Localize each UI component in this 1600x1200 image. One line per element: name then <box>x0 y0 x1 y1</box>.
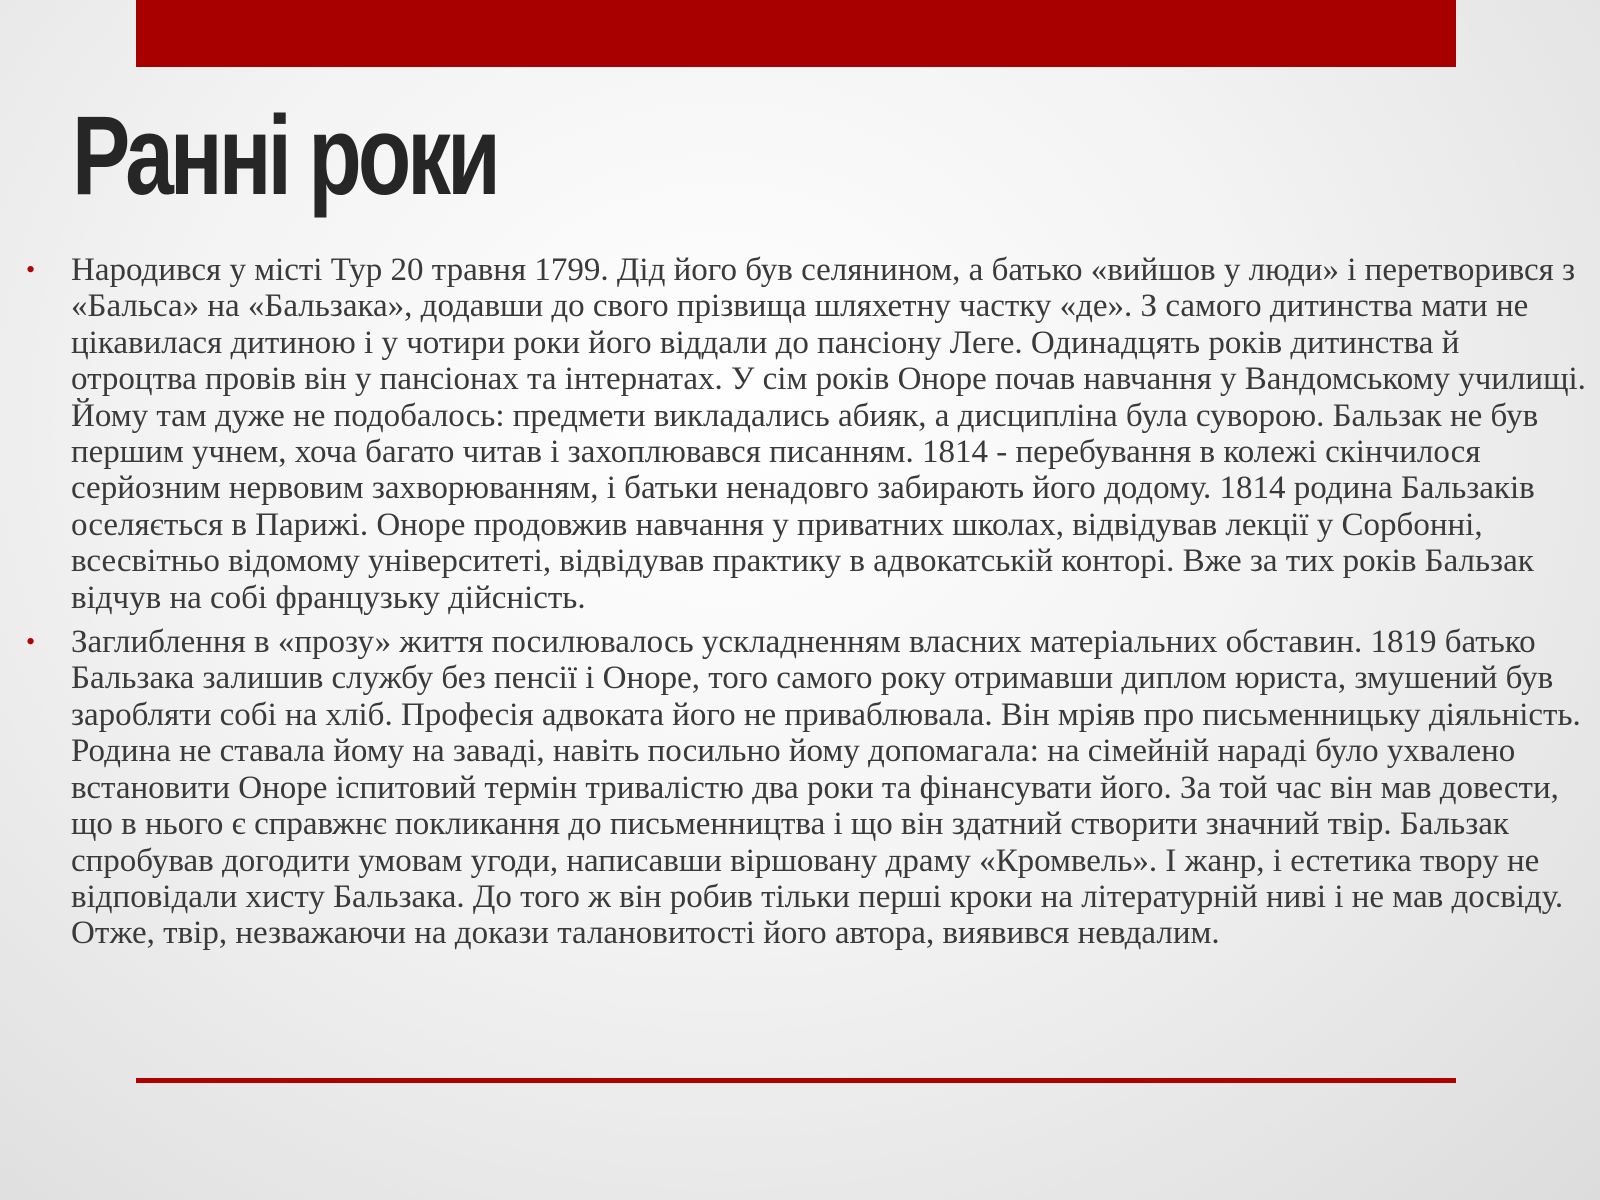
slide-title: Ранні роки <box>72 93 497 218</box>
bullet-item-literary-beginnings <box>20 624 1590 952</box>
bullet-text: Заглиблення в «прозу» життя посилювалось ускладненням власних матеріальних обставин. 1819 батько Бальзака залишив службу без пенсії і Оноре, того самого року отримавши диплом юриста, змушений був заробляти собі на хліб. Професія адвоката його не приваблювала. Він мріяв про письменницьку діяльність. Родина не ставала йому на заваді, навіть посильно йому допомагала: на сімейній нараді було ухвалено встановити Оноре іспитовий термін тривалістю два роки та фінансувати його. За той час він мав довести, що в нього є справжнє покликання до письменництва і що він здатний створити значний твір. Бальзак спробував догодити умовам угоди, написавши віршовану драму «Кромвель». І жанр, і естетика твору не відповідали хисту Бальзака. До того ж він робив тільки перші кроки на літературній ниві і не мав досвіду. Отже, твір, незважаючи на докази талановитості його автора, виявився невдалим. <box>71 624 1581 952</box>
bullet-dot-icon: • <box>26 255 36 284</box>
bullet-list <box>20 252 1590 960</box>
bullet-text: Народився у місті Тур 20 травня 1799. Дід його був селянином, а батько «вийшов у люди» і перетворився з «Бальса» на «Бальзака», додавши до свого прізвища шляхетну частку «де». З самого дитинства мати не цікавилася дитиною і у чотири роки його віддали до пансіону Леге. Одинадцять років дитинства й отроцтва провів він у пансіонах та інтернатах. У сім років Оноре почав навчання у Вандомському училищі. Йому там дуже не подобалось: предмети викладались абияк, а дисципліна була суворою. Бальзак не був першим учнем, хоча багато читав і захоплювався писанням. 1814 - перебування в колежі скінчилося серйозним нервовим захворюванням, і батьки ненадовго забирають його додому. 1814 родина Бальзаків оселяється в Парижі. Оноре продовжив навчання у приватних школах, відвідував лекції у Сорбонні, всесвітньо відомому університеті, відвідував практику в адвокатській конторі. Вже за тих років Бальзак відчув на собі французьку дійсність. <box>71 252 1586 616</box>
bullet-item-early-life <box>20 252 1590 616</box>
top-accent-bar <box>136 0 1456 67</box>
bullet-dot-icon: • <box>26 627 36 657</box>
bottom-accent-line <box>136 1078 1456 1083</box>
